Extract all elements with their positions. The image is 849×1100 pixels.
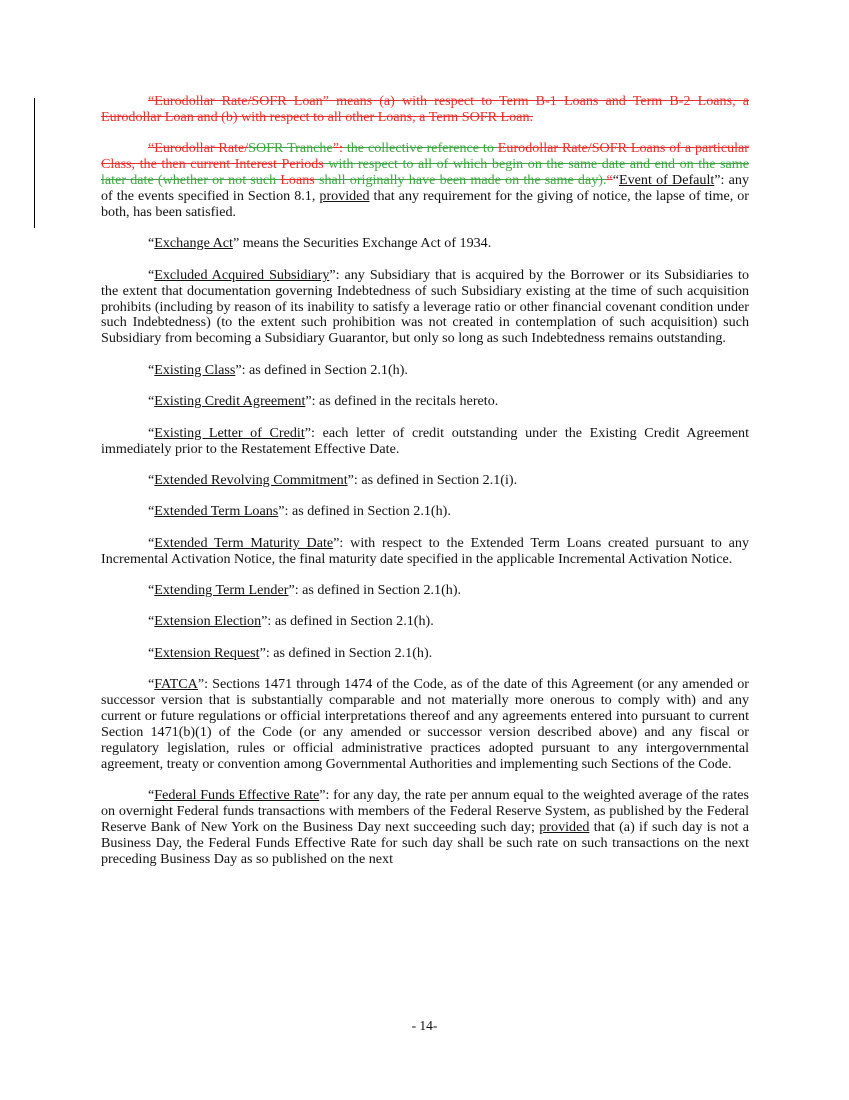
definition-extended-term-maturity-date — [101, 536, 749, 568]
text-run: “ — [148, 471, 155, 488]
text-run: that (a) if such day is not a Business Day, the Federal Funds Effective Rate for such day shall be such rate on such transactions on the next preceding Business Day as so published on the next — [101, 819, 750, 867]
text-run: ”: as defined in Section 2.1(h). — [259, 644, 433, 661]
text-run: ”: each letter of credit outstanding under the Existing Credit Agreement immediately prior to the Restatement Effective Date. — [101, 424, 749, 457]
deleted-text: Eurodollar Rate/SOFR Loans of a particular Class, the then current Interest Periods — [101, 140, 749, 173]
definition-exchange-act — [101, 236, 749, 252]
text-run: “ — [148, 424, 155, 441]
text-run: “ — [148, 644, 155, 661]
text-run: “ — [148, 235, 155, 252]
defined-term: Existing Letter of Credit — [154, 424, 305, 441]
defined-term: Event of Default — [619, 172, 715, 189]
deleted-text: SOFR Tranche — [248, 140, 333, 157]
definitions-section — [101, 94, 749, 868]
defined-term: Extension Request — [154, 644, 260, 661]
definition-existing-letter-of-credit — [101, 426, 749, 458]
definition-fatca — [101, 677, 749, 772]
definition-eurodollar-sofr-loan — [101, 94, 749, 126]
text-run: ” means the Securities Exchange Act of 1934. — [232, 235, 492, 252]
defined-term: FATCA — [154, 676, 198, 693]
text-run: ”: as defined in Section 2.1(h). — [278, 503, 451, 520]
defined-term: Extended Revolving Commitment — [154, 471, 348, 488]
text-run: ”: for any day, the rate per annum equal to the weighted average of the rates on overnight Federal funds transactions with members of the Federal Reserve System, as published by the Federal Reserve Bank of New York on the Business Day next succeeding such day; — [101, 787, 749, 835]
definition-extension-request — [101, 646, 749, 662]
deleted-text: Loans — [280, 172, 315, 189]
text-run: “ — [148, 534, 155, 551]
definition-existing-credit-agreement — [101, 394, 749, 410]
text-run: ”: any of the events specified in Section 8.1, — [101, 172, 749, 205]
deleted-text: shall originally have been made on the same day). — [314, 172, 607, 189]
text-run: “ — [612, 172, 620, 189]
text-run: “ — [148, 393, 155, 410]
text-run: “ — [148, 613, 155, 630]
defined-term: Extended Term Maturity Date — [154, 534, 334, 551]
defined-term: Extended Term Loans — [154, 503, 279, 520]
definition-federal-funds-effective-rate — [101, 788, 749, 868]
text-run: ”: as defined in Section 2.1(h). — [261, 613, 434, 630]
text-run: ”: as defined in Section 2.1(h). — [288, 582, 462, 599]
definition-existing-class — [101, 363, 749, 379]
defined-term: Existing Class — [154, 361, 236, 378]
text-run: that any requirement for the giving of notice, the lapse of time, or both, has been satisfied. — [101, 188, 749, 220]
defined-term: Extension Election — [154, 613, 262, 630]
defined-term: provided — [319, 188, 370, 205]
text-run: ”: any Subsidiary that is acquired by the Borrower or its Subsidiaries to the extent that documentation governing Indebtedness of such Subsidiary existing at the time of such acquisition prohibits (including by reason of its inability to satisfy a leverage ratio or other financial covenant condition under such Indebtedness) (to the extent such prohibition was not created in contemplation of such acquisition) such Subsidiary from becoming a Subsidiary Guarantor, but only so long as such Indebtedness remains outstanding. — [101, 266, 749, 347]
definition-excluded-acquired-subsidiary — [101, 268, 749, 348]
text-run: ”: as defined in the recitals hereto. — [305, 393, 499, 410]
text-run: “ — [148, 361, 155, 378]
defined-term: Existing Credit Agreement — [154, 393, 306, 410]
defined-term: Excluded Acquired Subsidiary — [154, 266, 330, 283]
text-run: “ — [148, 787, 155, 804]
defined-term: Federal Funds Effective Rate — [154, 787, 320, 804]
definition-eurodollar-sofr-tranche-event-of-default — [101, 141, 749, 221]
text-run: ”: as defined in Section 2.1(i). — [347, 471, 518, 488]
definition-extended-revolving-commitment — [101, 473, 749, 489]
text-run: ”: Sections 1471 through 1474 of the Code, as of the date of this Agreement (or any amended or successor version that is substantially comparable and not materially more onerous to comply with) and any current or future regulations or official interpretations thereof and any agreements entered into pursuant to current Section 1471(b)(1) of the Code (or any amended or successor version described above) and any fiscal or regulatory legislation, rules or official administrative practices adopted pursuant to any intergovernmental agreement, treaty or convention among Governmental Authorities and implementing such Sections of the Code. — [101, 676, 749, 772]
defined-term: Extending Term Lender — [154, 582, 289, 599]
text-run: “ — [148, 266, 155, 283]
change-bar — [34, 98, 35, 228]
text-run: ”: as defined in Section 2.1(h). — [235, 361, 408, 378]
deleted-text: the collective reference to — [342, 140, 498, 157]
text-run: “ — [148, 503, 155, 520]
text-run: ”: with respect to the Extended Term Loans created pursuant to any Incremental Activation Notice, the final maturity date specified in the applicable Incremental Activation Notice. — [101, 534, 749, 567]
deleted-text: “Eurodollar Rate/SOFR Loan” means (a) with respect to Term B-1 Loans and Term B-2 Loans, a Eurodollar Loan and (b) with respect to all other Loans, a Term SOFR Loan. — [101, 93, 749, 125]
defined-term: Exchange Act — [154, 235, 233, 252]
deleted-text: “ — [606, 172, 613, 189]
deleted-text: with respect to all of which begin on the same date and end on the same later date (whether or not such — [101, 156, 749, 189]
definition-extension-election — [101, 614, 749, 630]
definition-extending-term-lender — [101, 583, 749, 599]
defined-term: provided — [539, 819, 590, 835]
text-run: “ — [148, 582, 155, 599]
page-number: - 14- — [411, 1018, 438, 1033]
text-run: “ — [148, 676, 155, 693]
deleted-text: ”: — [332, 140, 343, 157]
deleted-text: “Eurodollar Rate/ — [148, 140, 249, 157]
definition-extended-term-loans — [101, 504, 749, 520]
